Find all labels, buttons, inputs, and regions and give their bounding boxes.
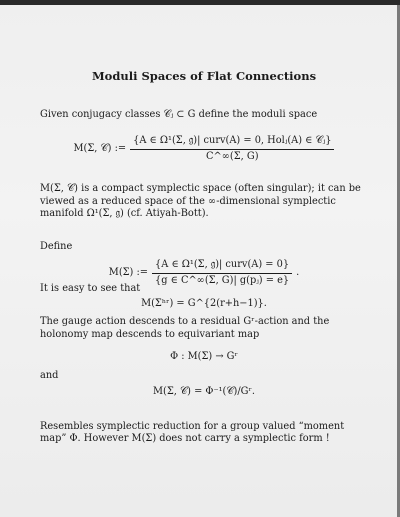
page-title: Moduli Spaces of Flat Connections [91,69,317,83]
and-text: and [40,369,59,381]
define-label: Define [40,240,73,252]
paragraph-moment-map: Resembles symplectic reduction for a group valued “moment map” Φ. However M(Σ) does not carry a symplectic form ! [40,420,345,444]
scan-top-edge [0,0,400,5]
equation-reduction: M(Σ, 𝒞) = Φ⁻¹(𝒞)/Gʳ. [153,386,255,397]
eq2-denominator: {g ∈ C^∞(Σ, G)| g(pⱼ) = e} [154,274,290,286]
intro-text: Given conjugacy classes 𝒞ⱼ ⊂ G define the moduli space [40,108,318,120]
eq2-lhs: M(Σ) := [108,266,149,278]
paragraph-gauge-action: The gauge action descends to a residual Gʳ-action and the holonomy map descends to equivariant map [40,316,330,340]
eq2-period: . [296,266,300,278]
eq1-lhs: M(Σ, 𝒞) := [73,142,127,154]
eq1-fraction [130,135,334,163]
paragraph-compact-space: M(Σ, 𝒞) is a compact symplectic space (often singular); it can be viewed as a reduced space of the ∞-dimensional symplectic manifold Ω¹(Σ, 𝔤) (cf. Atiyah-Bott). [40,183,361,219]
eq2-fraction [152,259,292,287]
eq1-numerator: {A ∈ Ω¹(Σ, 𝔤)| curv(A) = 0, Holⱼ(A) ∈ 𝒞ⱼ} [130,135,334,150]
eq2-numerator: {A ∈ Ω¹(Σ, 𝔤)| curv(A) = 0} [152,259,292,274]
equation-holonomy-map: Φ : M(Σ) → Gʳ [170,351,238,362]
easy-to-see-text: It is easy to see that [40,283,141,294]
eq1-denominator: C^∞(Σ, G) [206,150,259,162]
document-body [40,70,368,446]
equation-moduli-space [40,135,368,163]
equation-dimension: M(Σʰʳ) = G^{2(r+h−1)}. [141,297,267,309]
